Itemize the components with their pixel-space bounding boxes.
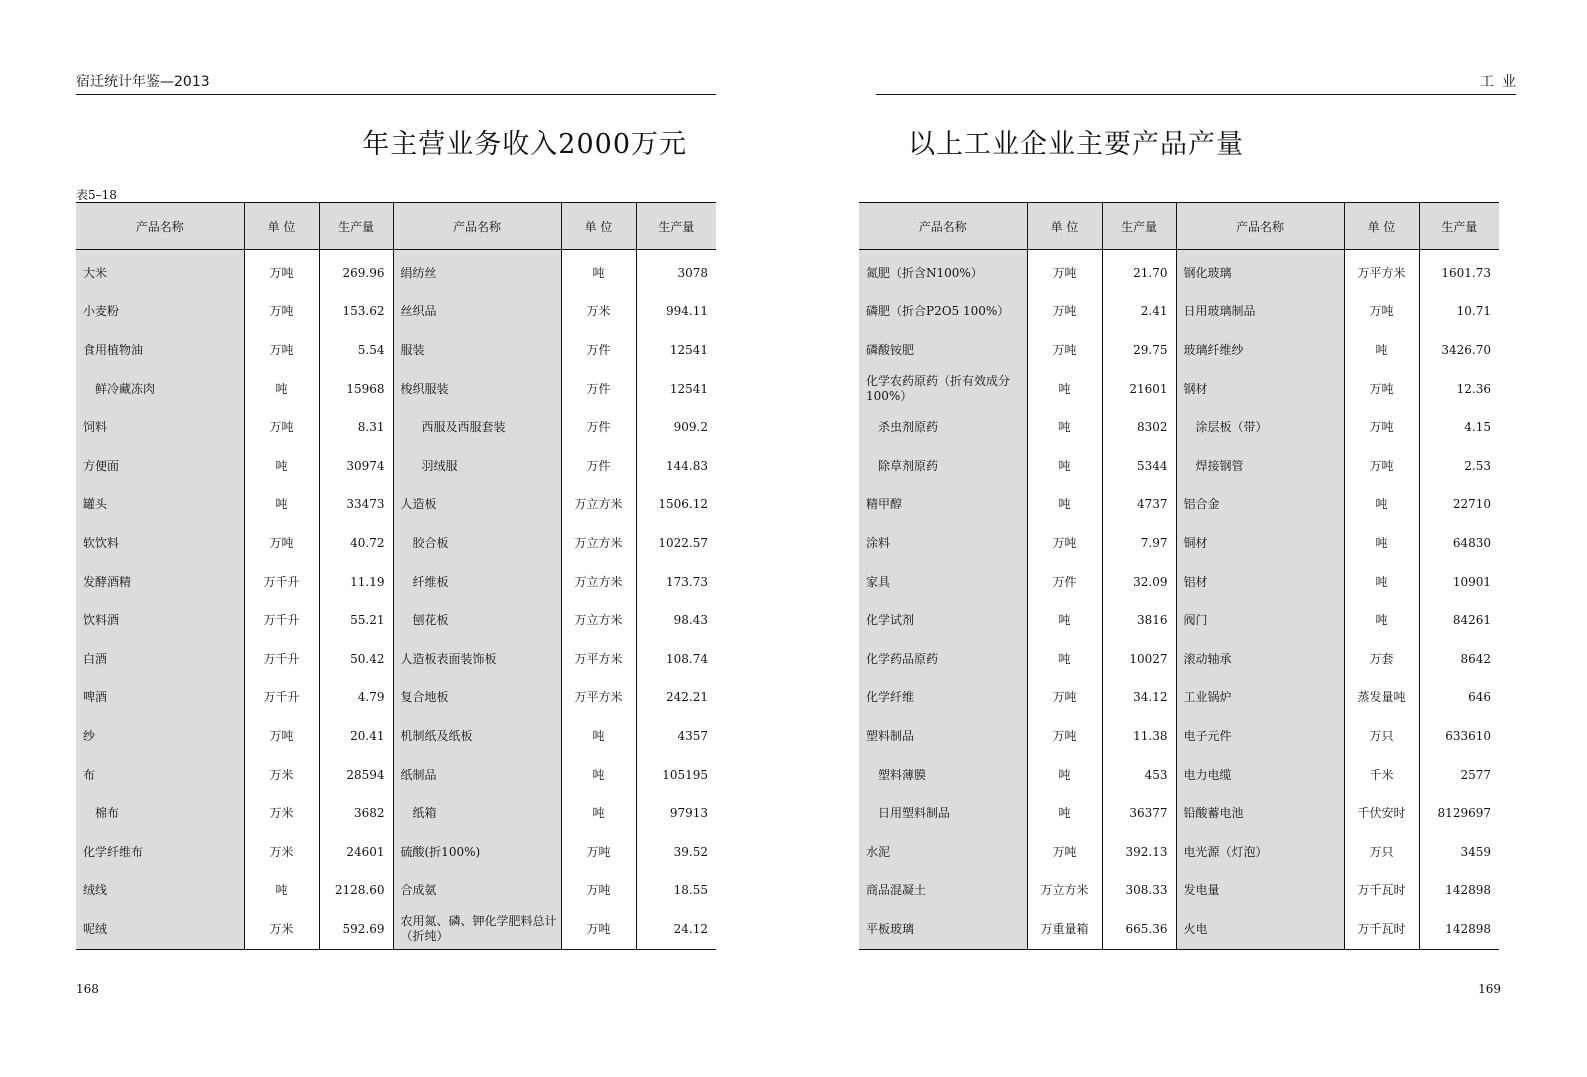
product-name-cell: 氮肥（折含N100%） xyxy=(859,250,1027,293)
table-row xyxy=(76,872,716,911)
product-name-cell: 平板玻璃 xyxy=(859,910,1027,949)
output-value-cell: 646 xyxy=(1419,679,1499,718)
output-value-cell: 39.52 xyxy=(636,833,716,872)
unit-cell: 万千瓦时 xyxy=(1344,910,1419,949)
table-row xyxy=(859,293,1499,332)
header-product-name: 产品名称 xyxy=(76,203,244,250)
header-output: 生产量 xyxy=(1102,203,1176,250)
product-name-cell: 塑料制品 xyxy=(859,717,1027,756)
table-row xyxy=(859,601,1499,640)
output-value-cell: 994.11 xyxy=(636,293,716,332)
product-name-cell: 水泥 xyxy=(859,833,1027,872)
product-name-cell: 硫酸(折100%) xyxy=(393,833,561,872)
header-unit: 单 位 xyxy=(1344,203,1419,250)
header-unit: 单 位 xyxy=(1027,203,1102,250)
output-value-cell: 242.21 xyxy=(636,679,716,718)
product-name-cell: 铝合金 xyxy=(1176,486,1344,525)
output-value-cell: 98.43 xyxy=(636,601,716,640)
unit-cell: 万平方米 xyxy=(561,679,636,718)
unit-cell: 万吨 xyxy=(1344,293,1419,332)
output-value-cell: 11.38 xyxy=(1102,717,1176,756)
product-name-cell: 梭织服装 xyxy=(393,370,561,409)
product-name-cell: 合成氨 xyxy=(393,872,561,911)
output-value-cell: 142898 xyxy=(1419,872,1499,911)
table-row xyxy=(859,408,1499,447)
product-name-cell: 涂层板（带） xyxy=(1176,408,1344,447)
output-value-cell: 4.15 xyxy=(1419,408,1499,447)
product-name-cell: 饲料 xyxy=(76,408,244,447)
product-name-cell: 农用氮、磷、钾化学肥料总计（折纯） xyxy=(393,910,561,949)
unit-cell: 万件 xyxy=(561,447,636,486)
table-row xyxy=(859,794,1499,833)
table-row xyxy=(859,756,1499,795)
output-value-cell: 3816 xyxy=(1102,601,1176,640)
output-value-cell: 40.72 xyxy=(319,524,393,563)
running-head xyxy=(876,72,1524,95)
header-output: 生产量 xyxy=(636,203,716,250)
table-row xyxy=(859,679,1499,718)
unit-cell: 万立方米 xyxy=(561,601,636,640)
product-output-table-right xyxy=(859,202,1499,950)
product-name-cell: 钢材 xyxy=(1176,370,1344,409)
product-name-cell: 电光源（灯泡） xyxy=(1176,833,1344,872)
product-name-cell: 精甲醇 xyxy=(859,486,1027,525)
unit-cell: 万立方米 xyxy=(561,524,636,563)
table-row xyxy=(76,563,716,602)
unit-cell: 万吨 xyxy=(1027,833,1102,872)
unit-cell: 万千升 xyxy=(244,563,319,602)
product-name-cell: 胶合板 xyxy=(393,524,561,563)
output-value-cell: 2577 xyxy=(1419,756,1499,795)
product-name-cell: 布 xyxy=(76,756,244,795)
output-value-cell: 4357 xyxy=(636,717,716,756)
product-name-cell: 纸箱 xyxy=(393,794,561,833)
product-name-cell: 棉布 xyxy=(76,794,244,833)
table-row xyxy=(859,872,1499,911)
unit-cell: 万立方米 xyxy=(1027,872,1102,911)
unit-cell: 吨 xyxy=(1344,331,1419,370)
output-value-cell: 12541 xyxy=(636,370,716,409)
product-name-cell: 化学试剂 xyxy=(859,601,1027,640)
output-value-cell: 8642 xyxy=(1419,640,1499,679)
output-value-cell: 3682 xyxy=(319,794,393,833)
output-value-cell: 2.41 xyxy=(1102,293,1176,332)
unit-cell: 吨 xyxy=(561,250,636,293)
output-value-cell: 10.71 xyxy=(1419,293,1499,332)
product-name-cell: 鲜冷藏冻肉 xyxy=(76,370,244,409)
table-row xyxy=(859,250,1499,293)
unit-cell: 万吨 xyxy=(1344,370,1419,409)
product-name-cell: 服装 xyxy=(393,331,561,370)
product-name-cell: 除草剂原药 xyxy=(859,447,1027,486)
unit-cell: 万件 xyxy=(1027,563,1102,602)
unit-cell: 万米 xyxy=(244,794,319,833)
yearbook-title: 宿迁统计年鉴—2013 xyxy=(76,74,210,90)
header-unit: 单 位 xyxy=(244,203,319,250)
unit-cell: 吨 xyxy=(1027,794,1102,833)
output-value-cell: 108.74 xyxy=(636,640,716,679)
unit-cell: 万吨 xyxy=(1027,331,1102,370)
output-value-cell: 173.73 xyxy=(636,563,716,602)
header-product-name: 产品名称 xyxy=(859,203,1027,250)
table-row xyxy=(76,370,716,409)
right-page xyxy=(793,0,1587,1077)
output-value-cell: 30974 xyxy=(319,447,393,486)
product-name-cell: 发酵酒精 xyxy=(76,563,244,602)
output-value-cell: 269.96 xyxy=(319,250,393,293)
left-page xyxy=(0,0,793,1077)
unit-cell: 万吨 xyxy=(1027,524,1102,563)
output-value-cell: 5.54 xyxy=(319,331,393,370)
unit-cell: 万吨 xyxy=(244,408,319,447)
output-value-cell: 34.12 xyxy=(1102,679,1176,718)
output-value-cell: 8129697 xyxy=(1419,794,1499,833)
table-row xyxy=(859,486,1499,525)
unit-cell: 吨 xyxy=(561,794,636,833)
product-output-table-left xyxy=(76,202,716,950)
output-value-cell: 3078 xyxy=(636,250,716,293)
output-value-cell: 105195 xyxy=(636,756,716,795)
unit-cell: 吨 xyxy=(1027,756,1102,795)
table-row xyxy=(76,794,716,833)
product-name-cell: 阀门 xyxy=(1176,601,1344,640)
table-row xyxy=(859,447,1499,486)
product-name-cell: 绒线 xyxy=(76,872,244,911)
unit-cell: 千米 xyxy=(1344,756,1419,795)
product-name-cell: 铜材 xyxy=(1176,524,1344,563)
product-name-cell: 铅酸蓄电池 xyxy=(1176,794,1344,833)
table-row xyxy=(76,447,716,486)
output-value-cell: 142898 xyxy=(1419,910,1499,949)
output-value-cell: 1022.57 xyxy=(636,524,716,563)
output-value-cell: 1601.73 xyxy=(1419,250,1499,293)
product-name-cell: 化学农药原药（折有效成分100%） xyxy=(859,370,1027,409)
product-name-cell: 软饮料 xyxy=(76,524,244,563)
product-name-cell: 铝材 xyxy=(1176,563,1344,602)
header-product-name: 产品名称 xyxy=(1176,203,1344,250)
table-row xyxy=(76,408,716,447)
product-name-cell: 涂料 xyxy=(859,524,1027,563)
output-value-cell: 64830 xyxy=(1419,524,1499,563)
unit-cell: 万米 xyxy=(244,833,319,872)
product-name-cell: 玻璃纤维纱 xyxy=(1176,331,1344,370)
table-header-row xyxy=(859,203,1499,250)
unit-cell: 吨 xyxy=(1027,601,1102,640)
unit-cell: 万米 xyxy=(561,293,636,332)
product-name-cell: 白酒 xyxy=(76,640,244,679)
output-value-cell: 665.36 xyxy=(1102,910,1176,949)
header-product-name: 产品名称 xyxy=(393,203,561,250)
output-value-cell: 10027 xyxy=(1102,640,1176,679)
unit-cell: 万立方米 xyxy=(561,486,636,525)
output-value-cell: 84261 xyxy=(1419,601,1499,640)
output-value-cell: 7.97 xyxy=(1102,524,1176,563)
product-name-cell: 日用塑料制品 xyxy=(859,794,1027,833)
table-row xyxy=(859,563,1499,602)
product-name-cell: 刨花板 xyxy=(393,601,561,640)
product-name-cell: 火电 xyxy=(1176,910,1344,949)
output-value-cell: 24601 xyxy=(319,833,393,872)
output-value-cell: 2128.60 xyxy=(319,872,393,911)
running-head xyxy=(76,72,716,95)
table-row xyxy=(76,486,716,525)
unit-cell: 万吨 xyxy=(1344,408,1419,447)
table-row xyxy=(76,524,716,563)
unit-cell: 万平方米 xyxy=(561,640,636,679)
table-row xyxy=(859,524,1499,563)
unit-cell: 万只 xyxy=(1344,717,1419,756)
output-value-cell: 592.69 xyxy=(319,910,393,949)
unit-cell: 千伏安时 xyxy=(1344,794,1419,833)
output-value-cell: 8.31 xyxy=(319,408,393,447)
page-title-right: 以上工业企业主要产品产量 xyxy=(908,129,1244,160)
unit-cell: 万吨 xyxy=(244,331,319,370)
output-value-cell: 32.09 xyxy=(1102,563,1176,602)
output-value-cell: 33473 xyxy=(319,486,393,525)
unit-cell: 吨 xyxy=(1344,563,1419,602)
product-name-cell: 西服及西服套装 xyxy=(393,408,561,447)
output-value-cell: 392.13 xyxy=(1102,833,1176,872)
output-value-cell: 308.33 xyxy=(1102,872,1176,911)
product-name-cell: 发电量 xyxy=(1176,872,1344,911)
product-name-cell: 电子元件 xyxy=(1176,717,1344,756)
unit-cell: 吨 xyxy=(244,447,319,486)
unit-cell: 万吨 xyxy=(1027,717,1102,756)
output-value-cell: 11.19 xyxy=(319,563,393,602)
product-name-cell: 人造板表面装饰板 xyxy=(393,640,561,679)
unit-cell: 万只 xyxy=(1344,833,1419,872)
table-row xyxy=(76,293,716,332)
product-name-cell: 纤维板 xyxy=(393,563,561,602)
product-name-cell: 啤酒 xyxy=(76,679,244,718)
table-row xyxy=(76,250,716,293)
product-name-cell: 滚动轴承 xyxy=(1176,640,1344,679)
unit-cell: 万吨 xyxy=(561,872,636,911)
unit-cell: 吨 xyxy=(244,370,319,409)
unit-cell: 蒸发量吨 xyxy=(1344,679,1419,718)
unit-cell: 吨 xyxy=(1027,408,1102,447)
section-title: 工业 xyxy=(1480,74,1524,90)
header-output: 生产量 xyxy=(1419,203,1499,250)
unit-cell: 万吨 xyxy=(561,910,636,949)
product-name-cell: 焊接钢管 xyxy=(1176,447,1344,486)
output-value-cell: 1506.12 xyxy=(636,486,716,525)
table-row xyxy=(76,833,716,872)
output-value-cell: 15968 xyxy=(319,370,393,409)
output-value-cell: 20.41 xyxy=(319,717,393,756)
page-number: 168 xyxy=(76,982,99,996)
output-value-cell: 909.2 xyxy=(636,408,716,447)
product-name-cell: 人造板 xyxy=(393,486,561,525)
unit-cell: 万千升 xyxy=(244,640,319,679)
unit-cell: 万套 xyxy=(1344,640,1419,679)
output-value-cell: 50.42 xyxy=(319,640,393,679)
output-value-cell: 144.83 xyxy=(636,447,716,486)
product-name-cell: 纸制品 xyxy=(393,756,561,795)
output-value-cell: 4737 xyxy=(1102,486,1176,525)
output-value-cell: 153.62 xyxy=(319,293,393,332)
page-title-left: 年主营业务收入2000万元 xyxy=(362,129,687,160)
table-row xyxy=(859,717,1499,756)
page-number: 169 xyxy=(1478,982,1501,996)
product-name-cell: 机制纸及纸板 xyxy=(393,717,561,756)
product-name-cell: 钢化玻璃 xyxy=(1176,250,1344,293)
product-name-cell: 大米 xyxy=(76,250,244,293)
unit-cell: 吨 xyxy=(1344,601,1419,640)
product-name-cell: 小麦粉 xyxy=(76,293,244,332)
table-row xyxy=(76,679,716,718)
unit-cell: 吨 xyxy=(1027,486,1102,525)
table-row xyxy=(859,640,1499,679)
product-name-cell: 方便面 xyxy=(76,447,244,486)
unit-cell: 吨 xyxy=(1344,524,1419,563)
output-value-cell: 21601 xyxy=(1102,370,1176,409)
unit-cell: 万千瓦时 xyxy=(1344,872,1419,911)
product-name-cell: 呢绒 xyxy=(76,910,244,949)
table-row xyxy=(859,370,1499,409)
product-name-cell: 纱 xyxy=(76,717,244,756)
output-value-cell: 24.12 xyxy=(636,910,716,949)
unit-cell: 万吨 xyxy=(244,717,319,756)
table-row xyxy=(76,756,716,795)
unit-cell: 万吨 xyxy=(244,293,319,332)
output-value-cell: 3459 xyxy=(1419,833,1499,872)
output-value-cell: 10901 xyxy=(1419,563,1499,602)
output-value-cell: 12541 xyxy=(636,331,716,370)
table-row xyxy=(859,331,1499,370)
table-row xyxy=(859,833,1499,872)
output-value-cell: 29.75 xyxy=(1102,331,1176,370)
table-row xyxy=(76,640,716,679)
product-name-cell: 塑料薄膜 xyxy=(859,756,1027,795)
product-name-cell: 电力电缆 xyxy=(1176,756,1344,795)
product-name-cell: 化学纤维布 xyxy=(76,833,244,872)
unit-cell: 吨 xyxy=(1027,447,1102,486)
table-number: 表5–18 xyxy=(76,188,117,202)
table-header-row xyxy=(76,203,716,250)
unit-cell: 万千升 xyxy=(244,601,319,640)
unit-cell: 吨 xyxy=(1344,486,1419,525)
product-name-cell: 绢纺丝 xyxy=(393,250,561,293)
unit-cell: 吨 xyxy=(1027,370,1102,409)
product-name-cell: 食用植物油 xyxy=(76,331,244,370)
output-value-cell: 18.55 xyxy=(636,872,716,911)
unit-cell: 万吨 xyxy=(1027,679,1102,718)
output-value-cell: 28594 xyxy=(319,756,393,795)
unit-cell: 万吨 xyxy=(244,250,319,293)
unit-cell: 万千升 xyxy=(244,679,319,718)
product-name-cell: 罐头 xyxy=(76,486,244,525)
unit-cell: 万件 xyxy=(561,408,636,447)
unit-cell: 吨 xyxy=(561,717,636,756)
table-row xyxy=(76,601,716,640)
output-value-cell: 55.21 xyxy=(319,601,393,640)
output-value-cell: 97913 xyxy=(636,794,716,833)
product-name-cell: 化学药品原药 xyxy=(859,640,1027,679)
unit-cell: 万吨 xyxy=(1027,250,1102,293)
unit-cell: 万吨 xyxy=(1027,293,1102,332)
unit-cell: 万吨 xyxy=(1344,447,1419,486)
product-name-cell: 日用玻璃制品 xyxy=(1176,293,1344,332)
output-value-cell: 22710 xyxy=(1419,486,1499,525)
unit-cell: 万吨 xyxy=(561,833,636,872)
table-row xyxy=(76,717,716,756)
unit-cell: 万立方米 xyxy=(561,563,636,602)
product-name-cell: 商品混凝土 xyxy=(859,872,1027,911)
product-name-cell: 工业锅炉 xyxy=(1176,679,1344,718)
output-value-cell: 36377 xyxy=(1102,794,1176,833)
unit-cell: 万吨 xyxy=(244,524,319,563)
product-name-cell: 磷酸铵肥 xyxy=(859,331,1027,370)
product-name-cell: 丝织品 xyxy=(393,293,561,332)
output-value-cell: 453 xyxy=(1102,756,1176,795)
product-name-cell: 磷肥（折合P2O5 100%） xyxy=(859,293,1027,332)
output-value-cell: 633610 xyxy=(1419,717,1499,756)
unit-cell: 万件 xyxy=(561,331,636,370)
product-name-cell: 化学纤维 xyxy=(859,679,1027,718)
unit-cell: 吨 xyxy=(1027,640,1102,679)
unit-cell: 万米 xyxy=(244,910,319,949)
product-name-cell: 羽绒服 xyxy=(393,447,561,486)
table-row xyxy=(76,910,716,949)
unit-cell: 万件 xyxy=(561,370,636,409)
unit-cell: 吨 xyxy=(561,756,636,795)
unit-cell: 吨 xyxy=(244,486,319,525)
output-value-cell: 5344 xyxy=(1102,447,1176,486)
output-value-cell: 8302 xyxy=(1102,408,1176,447)
output-value-cell: 21.70 xyxy=(1102,250,1176,293)
header-output: 生产量 xyxy=(319,203,393,250)
product-name-cell: 复合地板 xyxy=(393,679,561,718)
output-value-cell: 3426.70 xyxy=(1419,331,1499,370)
table-row xyxy=(859,910,1499,949)
unit-cell: 万米 xyxy=(244,756,319,795)
output-value-cell: 4.79 xyxy=(319,679,393,718)
unit-cell: 万平方米 xyxy=(1344,250,1419,293)
unit-cell: 吨 xyxy=(244,872,319,911)
output-value-cell: 12.36 xyxy=(1419,370,1499,409)
header-unit: 单 位 xyxy=(561,203,636,250)
product-name-cell: 杀虫剂原药 xyxy=(859,408,1027,447)
product-name-cell: 饮料酒 xyxy=(76,601,244,640)
product-name-cell: 家具 xyxy=(859,563,1027,602)
unit-cell: 万重量箱 xyxy=(1027,910,1102,949)
table-row xyxy=(76,331,716,370)
output-value-cell: 2.53 xyxy=(1419,447,1499,486)
